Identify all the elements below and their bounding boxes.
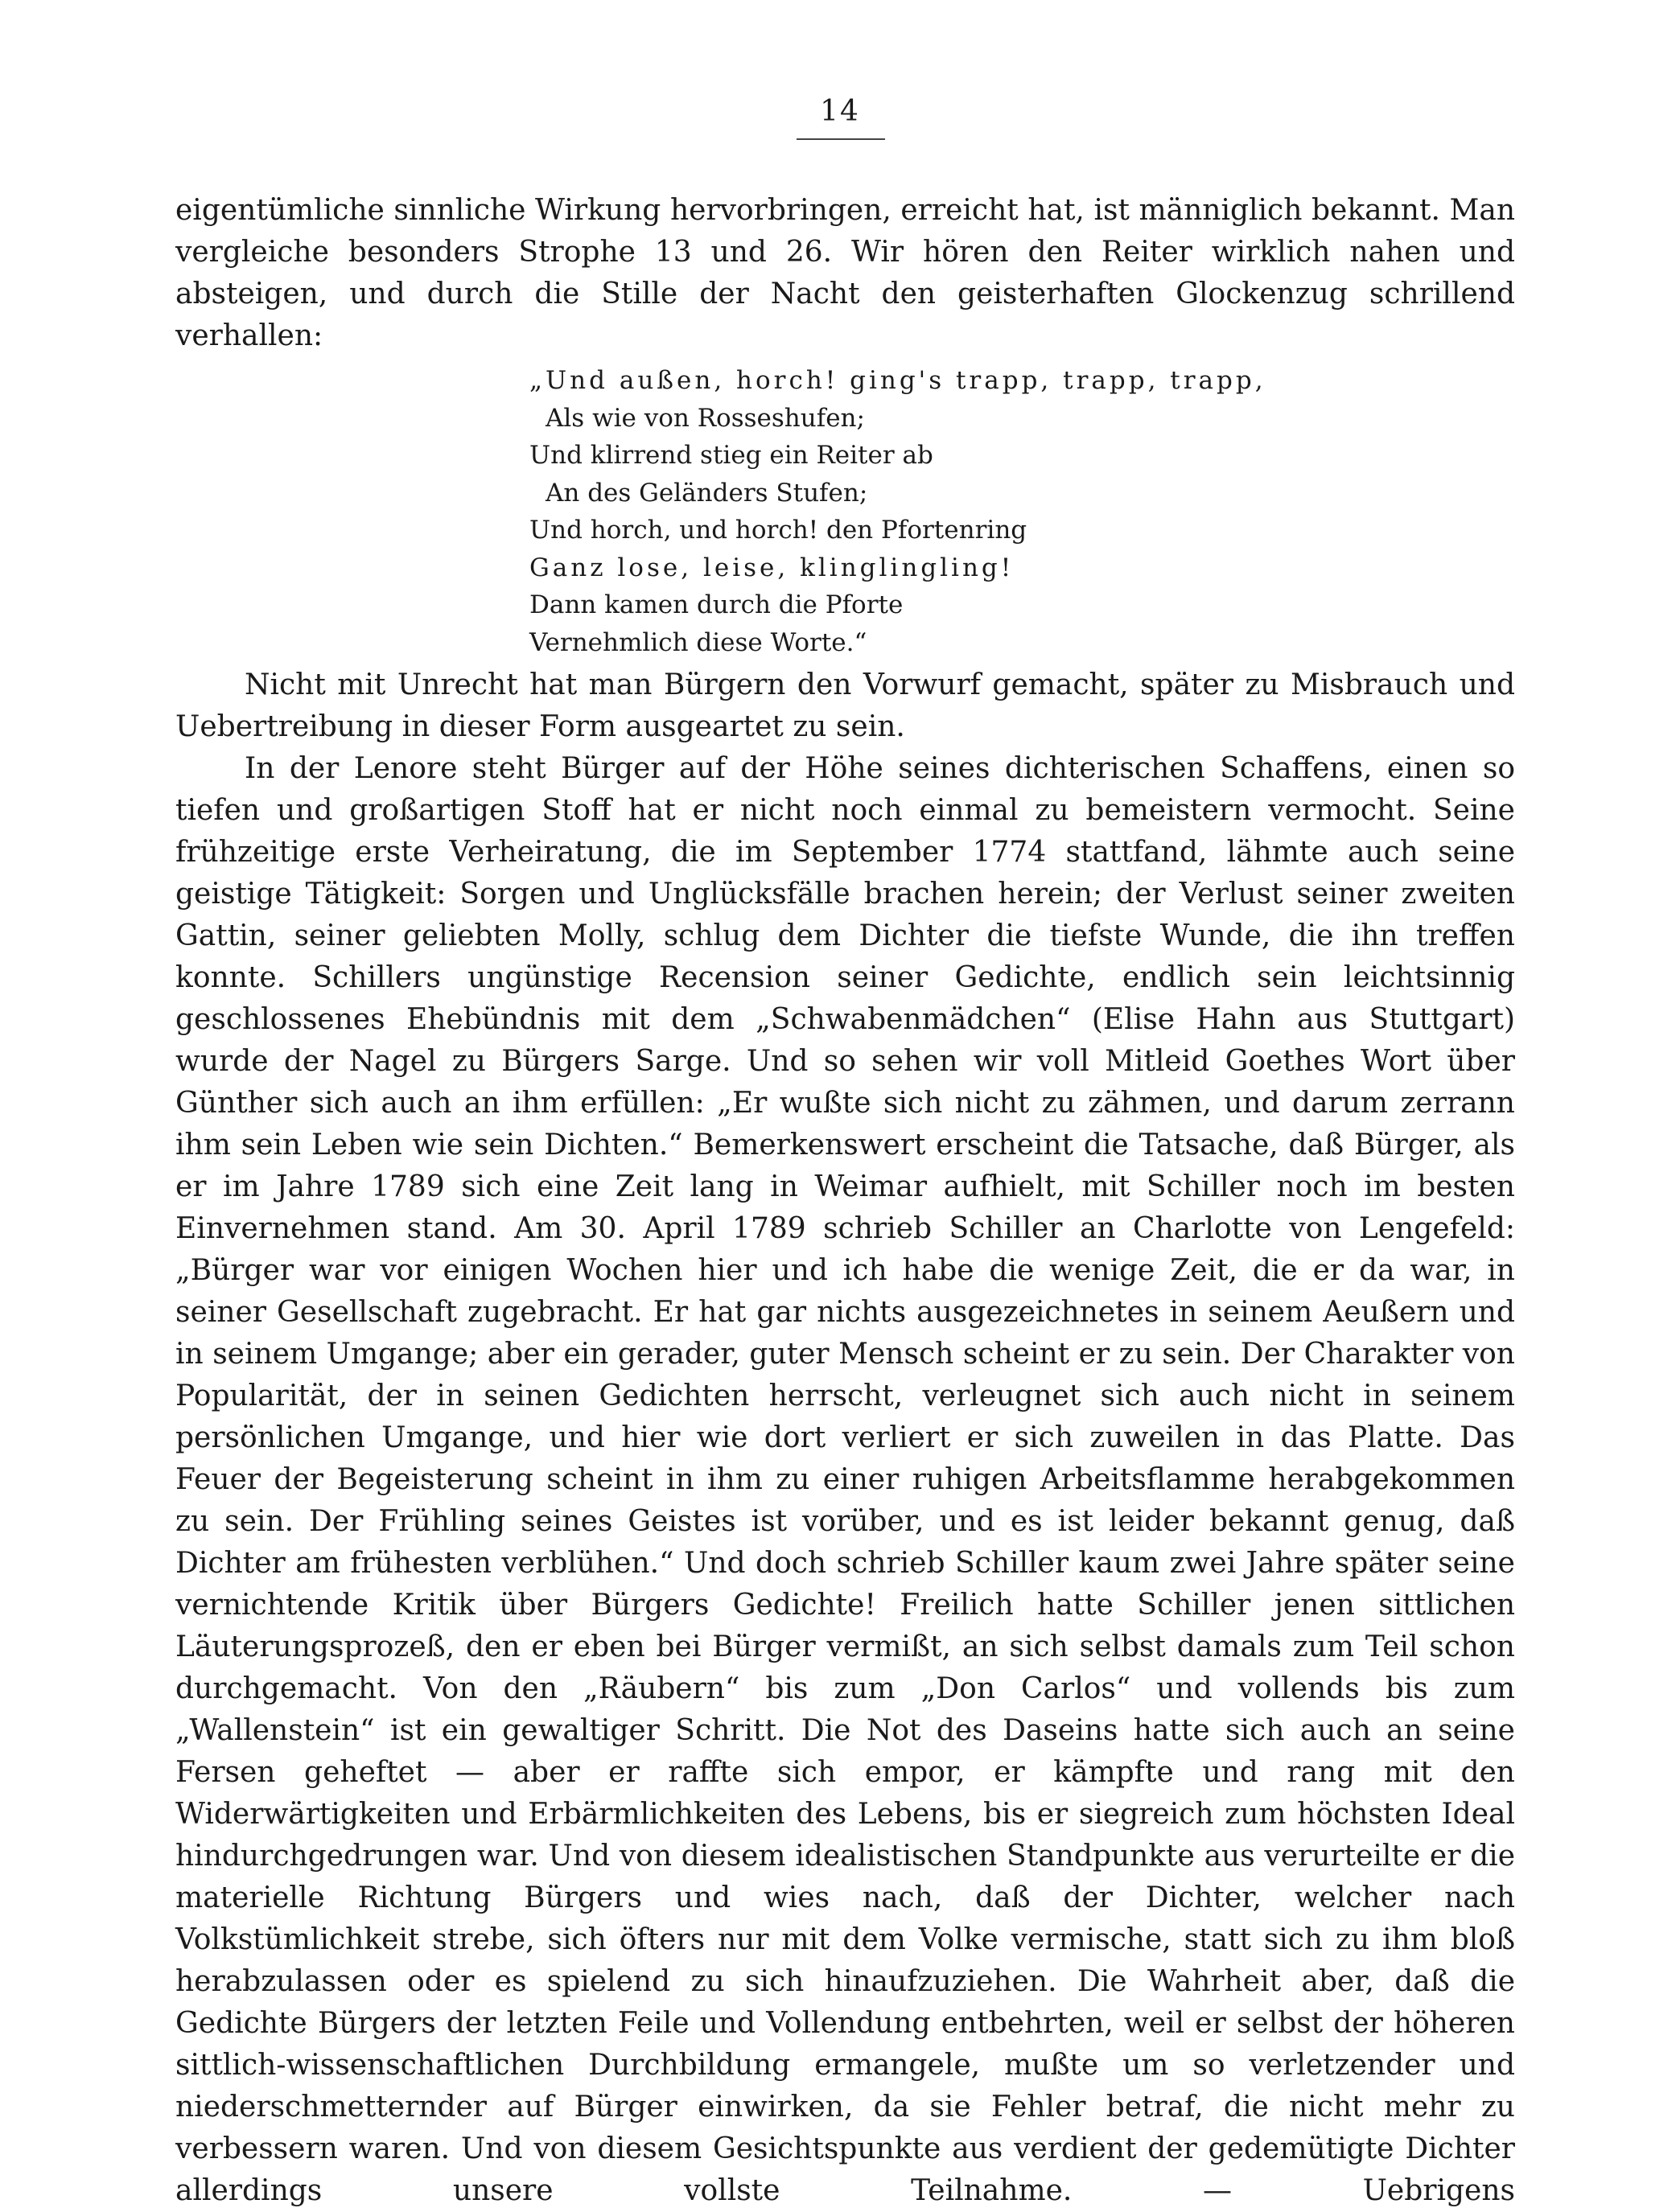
poem-line: Vernehmlich diese Worte.“ [529, 627, 867, 657]
poem-line: Dann kamen durch die Pforte [529, 590, 904, 619]
page-number-rule [797, 138, 885, 140]
body-text [175, 190, 1515, 2212]
poem-line: Ganz lose, leise, klinglingling! [529, 553, 1015, 582]
poem-line: Und klirrend stieg ein Reiter ab [529, 441, 933, 470]
poem-line: „Und außen, horch! ging's trapp, trapp, trapp, [529, 366, 1266, 395]
poem-quotation [175, 362, 1515, 661]
poem-line: Und horch, und horch! den Pfortenring [529, 516, 1027, 545]
paragraph-lenore: In der Lenore steht Bürger auf der Höhe seines dichterischen Schaffens, einen so tiefen und großartigen Stoff hat er nicht noch einmal zu bemeistern vermocht. Seine frühzeitige erste Verheiratung, die im September 1774 stattfand, lähmte auch seine geistige Tätigkeit: Sorgen und Unglücksfälle brachen herein; der Verlust seiner zweiten Gattin, seiner geliebten Molly, schlug dem Dichter die tiefste Wunde, die ihn treffen konnte. Schillers ungünstige Recension seiner Gedichte, endlich sein leichtsinnig geschlossenes Ehebündnis mit dem „Schwabenmädchen“ (Elise Hahn aus Stuttgart) wurde der Nagel zu Bürgers Sarge. Und so sehen wir voll Mitleid Goethes Wort über Günther sich auch an ihm erfüllen: „Er wußte sich nicht zu zähmen, und darum zerrann ihm sein Leben wie sein Dichten.“ Bemerkenswert erscheint die Tatsache, daß Bürger, als er im Jahre 1789 sich eine Zeit lang in Weimar aufhielt, mit Schiller noch im besten Einvernehmen stand. Am 30. April 1789 schrieb Schiller an Charlotte von Lengefeld: „Bürger war vor einigen Wochen hier und ich habe die wenige Zeit, die er da war, in seiner Gesellschaft zugebracht. Er hat gar nichts ausgezeichnetes in seinem Aeußern und in seinem Umgange; aber ein gerader, guter Mensch scheint er zu sein. Der Charakter von Popularität, der in seinen Gedichten herrscht, verleugnet sich auch nicht in seinem persönlichen Umgange, und hier wie dort verliert er sich zuweilen in das Platte. Das Feuer der Begeisterung scheint in ihm zu einer ruhigen Arbeitsflamme herabgekommen zu sein. Der Frühling seines Geistes ist vorüber, und es ist leider bekannt genug, daß Dichter am frühesten verblühen.“ Und doch schrieb Schiller kaum zwei Jahre später seine vernichtende Kritik über Bürgers Gedichte! Freilich hatte Schiller jenen sittlichen Läuterungsprozeß, den er eben bei Bürger vermißt, an sich selbst damals zum Teil schon durchgemacht. Von den „Räubern“ bis zum „Don Carlos“ und vollends bis zum „Wallenstein“ ist ein gewaltiger Schritt. Die Not des Daseins hatte sich auch an seine Fersen geheftet — aber er raffte sich empor, er kämpfte und rang mit den Widerwärtigkeiten und Erbärmlichkeiten des Lebens, bis er siegreich zum höchsten Ideal hindurchgedrungen war. Und von diesem idealistischen Standpunkte aus verurteilte er die materielle Richtung Bürgers und wies nach, daß der Dichter, welcher nach Volkstümlichkeit strebe, sich öfters nur mit dem Volke vermische, statt sich zu ihm bloß herabzulassen oder es spielend zu sich hinaufzuziehen. Die Wahrheit aber, daß die Gedichte Bürgers der letzten Feile und Vollendung entbehrten, weil er selbst der höheren sittlich-wissenschaftlichen Durchbildung ermangele, mußte um so verletzender und niederschmetternder auf Bürger einwirken, da sie Fehler betraf, die nicht mehr zu verbessern waren. Und von diesem Gesichtspunkte aus verdient der gedemütigte Dichter allerdings unsere vollste Teilnahme. — Uebrigens [175, 752, 1515, 2207]
page-number: 14 [820, 95, 860, 128]
poem-line: Als wie von Rosseshufen; [546, 403, 865, 433]
paragraph-intro: eigentümliche sinnliche Wirkung hervorbringen, erreicht hat, ist männiglich bekannt. Man vergleiche besonders Strophe 13 und 26. Wir hören den Reiter wirklich nahen und absteigen, und durch die Stille der Nacht den geisterhaften Glockenzug schrillend verhallen: [175, 194, 1515, 352]
poem-line: An des Geländers Stufen; [546, 478, 868, 508]
paragraph-reproach: Nicht mit Unrecht hat man Bürgern den Vorwurf gemacht, später zu Misbrauch und Uebertreibung in dieser Form ausgeartet zu sein. [175, 668, 1515, 743]
